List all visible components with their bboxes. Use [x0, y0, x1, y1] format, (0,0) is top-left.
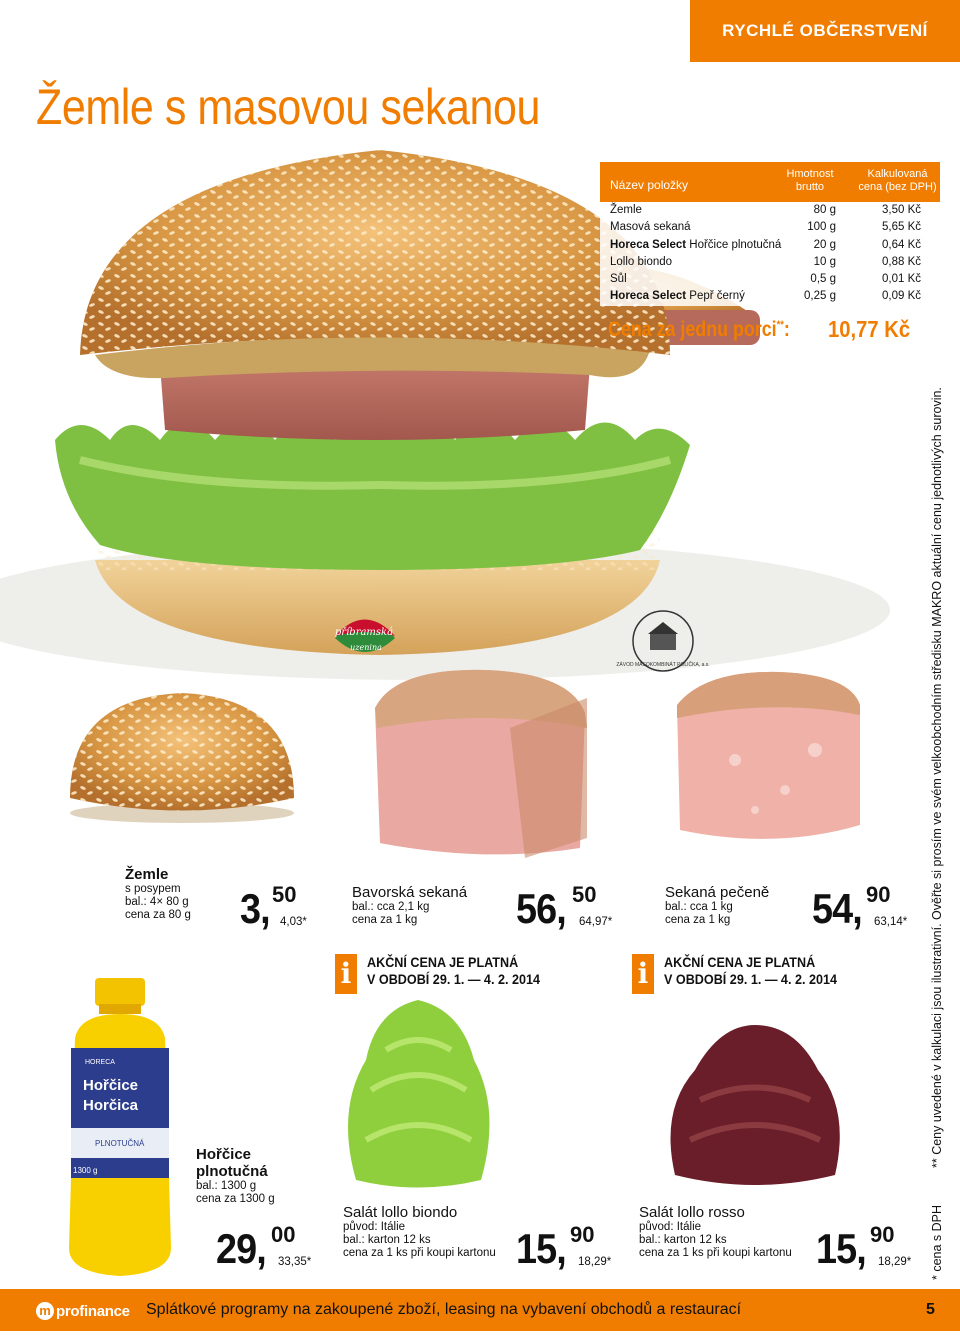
- sekana-price: [812, 882, 908, 932]
- recipe-row-name: Sůl: [610, 273, 627, 286]
- bavorska-name: Bavorská sekaná: [352, 884, 468, 901]
- portion-price-value: 10,77 Kč: [828, 316, 911, 342]
- footer-bar: [0, 1289, 960, 1331]
- lollo-biondo-image: [336, 990, 501, 1195]
- recipe-row-weight: 0,25 g: [804, 290, 836, 303]
- recipe-row: [600, 237, 940, 254]
- horcice-name-2: plnotučná: [196, 1163, 268, 1180]
- horcice-label-brand: HORECA: [85, 1059, 115, 1066]
- lollo-rosso-pack: bal.: karton 12 ks: [639, 1234, 727, 1246]
- column-price-header: Kalkulovaná cena (bez DPH): [858, 168, 937, 193]
- horcice-pack: bal.: 1300 g: [196, 1180, 257, 1192]
- recipe-row-price: 0,01 Kč: [882, 273, 921, 286]
- promo-bavorska: [335, 954, 559, 994]
- lollo-rosso-price: [816, 1222, 912, 1272]
- horcice-name-1: Hořčice: [196, 1146, 252, 1163]
- pribramska-logo: [330, 608, 400, 663]
- lollo-rosso-price-cents: 90: [870, 1222, 895, 1247]
- column-weight-header: Hmotnost brutto: [786, 168, 834, 193]
- lollo-biondo-price-cents: 90: [570, 1222, 595, 1247]
- lollo-biondo-pack: bal.: karton 12 ks: [343, 1234, 431, 1246]
- recipe-row: [600, 288, 940, 305]
- zemle-name: Žemle: [125, 866, 169, 883]
- horcice-info: [196, 1146, 275, 1206]
- sekana-name: Sekaná pečeně: [665, 884, 770, 901]
- sekana-price-int: 54,: [812, 885, 862, 932]
- recipe-row-price: 5,65 Kč: [882, 221, 921, 234]
- sekana-unit: cena za 1 kg: [665, 914, 731, 926]
- horcice-label-line1: Hořčice: [83, 1077, 139, 1094]
- horcice-label-line2: Horčica: [83, 1097, 139, 1114]
- horcice-bottle-image: [55, 978, 185, 1278]
- recipe-row: [600, 202, 940, 219]
- pribramska-logo-text-2: uzenina: [350, 643, 382, 652]
- promo-bavorska-text: AKČNÍ CENA JE PLATNÁ V OBDOBÍ 29. 1. — 4. 2. 2014: [367, 954, 540, 987]
- bavorska-price-int: 56,: [516, 885, 566, 932]
- recipe-row-name: Žemle: [610, 204, 642, 216]
- lollo-rosso-origin: původ: Itálie: [639, 1221, 702, 1233]
- promo-sekana: [632, 954, 856, 994]
- recipe-row: [600, 271, 940, 288]
- lollo-biondo-name: Salát lollo biondo: [343, 1204, 458, 1221]
- recipe-row-name: Horeca Select Pepř černý: [610, 290, 745, 303]
- recipe-row-price: 0,64 Kč: [882, 238, 921, 251]
- info-icon: i: [335, 954, 357, 994]
- zemle-sub: s posypem: [125, 883, 181, 895]
- bavorska-pack: bal.: cca 2,1 kg: [352, 901, 430, 913]
- recipe-row-price: 0,09 Kč: [882, 290, 921, 303]
- footer-text: Splátkové programy na zakoupené zboží, leasing na vybavení obchodů a restaurací: [146, 1301, 742, 1318]
- portion-price-label: Cena za jednu porci**:: [608, 318, 790, 341]
- lollo-biondo-info: [343, 1204, 496, 1260]
- lollo-rosso-info: [639, 1204, 792, 1260]
- lollo-biondo-vat-price: 18,29*: [578, 1256, 612, 1268]
- bavorska-vat-price: 64,97*: [579, 916, 613, 928]
- horcice-vat-price: 33,35*: [278, 1256, 312, 1268]
- zemle-price: [240, 882, 307, 932]
- sekana-info: [665, 884, 769, 927]
- lollo-rosso-vat-price: 18,29*: [878, 1256, 912, 1268]
- recipe-row-name: Horeca Select Hořčice plnotučná: [610, 238, 782, 251]
- horcice-label-line3: PLNOTUČNÁ: [95, 1139, 145, 1148]
- horcice-price: [216, 1222, 312, 1272]
- zemle-image: [62, 688, 302, 823]
- lollo-biondo-price-int: 15,: [516, 1225, 566, 1272]
- lollo-biondo-price: [516, 1222, 612, 1272]
- recipe-row-weight: 20 g: [813, 238, 836, 251]
- horcice-unit: cena za 1300 g: [196, 1193, 275, 1205]
- column-name-header: Název položky: [610, 178, 689, 192]
- recipe-row-name: Masová sekaná: [610, 221, 691, 234]
- recipe-row-price: 0,88 Kč: [882, 255, 921, 268]
- recipe-row-price: 3,50 Kč: [882, 204, 921, 216]
- lollo-biondo-unit: cena za 1 ks při koupi kartonu: [343, 1247, 496, 1259]
- bavorska-price-cents: 50: [572, 882, 597, 907]
- profinance-logo-icon: m: [36, 1302, 54, 1320]
- zemle-info: [125, 866, 191, 922]
- section-tab: RYCHLÉ OBČERSTVENÍ: [690, 0, 960, 62]
- horcice-label-weight: 1300 g: [73, 1166, 98, 1175]
- recipe-table-header: [600, 162, 940, 202]
- recipe-table: [600, 162, 940, 306]
- info-icon: i: [632, 954, 654, 994]
- horcice-price-cents: 00: [271, 1222, 296, 1247]
- lollo-rosso-name: Salát lollo rosso: [639, 1204, 745, 1221]
- recipe-row: [600, 219, 940, 236]
- lollo-biondo-origin: původ: Itálie: [343, 1221, 406, 1233]
- bavorska-unit: cena za 1 kg: [352, 914, 418, 926]
- horcice-price-int: 29,: [216, 1225, 266, 1272]
- bavorska-info: [352, 884, 467, 927]
- recipe-row-weight: 100 g: [807, 221, 836, 234]
- recipe-row-weight: 10 g: [813, 255, 836, 268]
- sekana-vat-price: 63,14*: [874, 916, 908, 928]
- lollo-rosso-image: [660, 1020, 850, 1190]
- pribramska-logo-text-1: příbramská: [334, 627, 394, 638]
- sekana-pecene-image: [665, 660, 870, 850]
- page-title: Žemle s masovou sekanou: [36, 79, 540, 135]
- zemle-vat-price: 4,03*: [280, 916, 307, 928]
- profinance-logo-text: profinance: [56, 1302, 130, 1320]
- recipe-row: [600, 254, 940, 271]
- zemle-price-cents: 50: [272, 882, 297, 907]
- zemle-unit: cena za 80 g: [125, 909, 191, 921]
- sekana-price-cents: 90: [866, 882, 891, 907]
- recipe-row-name: Lollo biondo: [610, 255, 673, 268]
- recipe-rows: [600, 202, 940, 306]
- recipe-row-weight: 0,5 g: [810, 273, 836, 286]
- page-number: 5: [926, 1301, 935, 1318]
- promo-sekana-text: AKČNÍ CENA JE PLATNÁ V OBDOBÍ 29. 1. — 4. 2. 2014: [664, 954, 837, 987]
- vat-note: * cena s DPH: [930, 1204, 944, 1280]
- recipe-row-weight: 80 g: [813, 204, 836, 216]
- bavorska-sekana-image: [365, 658, 600, 863]
- sekana-pack: bal.: cca 1 kg: [665, 901, 733, 913]
- lollo-rosso-price-int: 15,: [816, 1225, 866, 1272]
- disclaimer-note: ** Ceny uvedené v kalkulaci jsou ilustrativní. Ověřte si prosím ve svém velkoobchodním středisku MAKRO aktuální cenu jednotlivých surovin.: [930, 387, 944, 1168]
- zemle-price-int: 3,: [240, 885, 270, 932]
- zemle-pack: bal.: 4× 80 g: [125, 896, 189, 908]
- masokombinat-stamp-text: ZÁVOD MASOKOMBINÁT POLIČKA, a.s.: [616, 662, 710, 668]
- profinance-logo[interactable]: [36, 1302, 130, 1320]
- bavorska-price: [516, 882, 613, 932]
- lollo-rosso-unit: cena za 1 ks při koupi kartonu: [639, 1247, 792, 1259]
